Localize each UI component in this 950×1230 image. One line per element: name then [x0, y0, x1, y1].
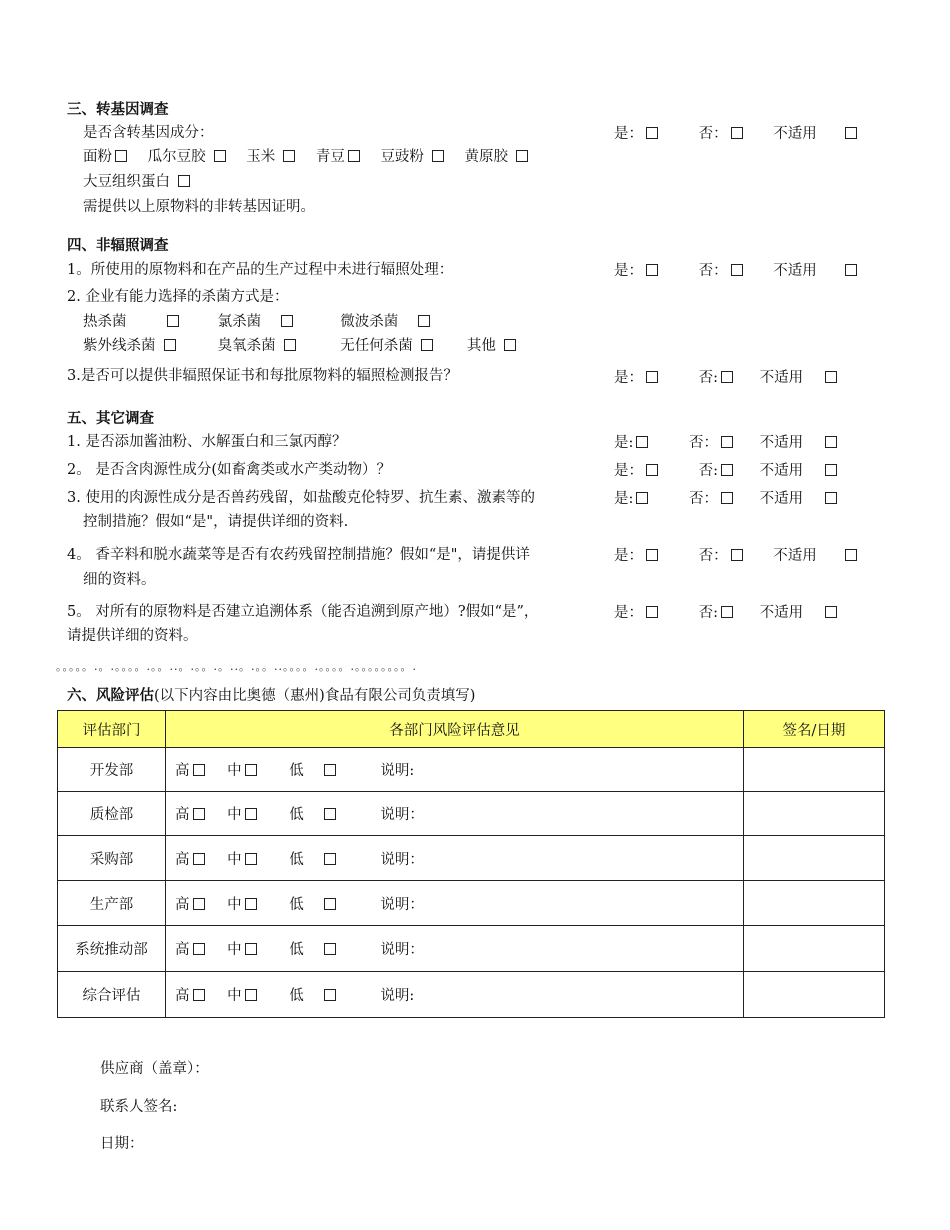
- supplier-stamp-label: 供应商（盖章）：: [100, 1061, 209, 1077]
- no-label: 否：: [689, 491, 718, 507]
- section5-q4-line1: 4。 香辛料和脱水蔬菜等是否有农药残留控制措施？假如“是"，请提供详: [67, 547, 530, 563]
- yes-label: 是:: [614, 435, 634, 451]
- explanation-label: 说明：: [380, 942, 424, 958]
- ingredient-label: 面粉: [83, 149, 112, 165]
- yes-label: 是：: [614, 263, 643, 279]
- level-low-checkbox[interactable]: [324, 764, 336, 776]
- ingredient-label: 豆豉粉: [380, 149, 424, 165]
- na-checkbox[interactable]: [845, 127, 857, 139]
- ingredient-checkbox[interactable]: [283, 150, 295, 162]
- dept-cell: 系统推动部: [58, 926, 166, 972]
- level-high-label: 高: [175, 763, 190, 779]
- explanation-label: 说明:: [380, 763, 415, 779]
- table-row: [58, 926, 885, 972]
- level-low-label: 低: [289, 896, 304, 913]
- na-checkbox[interactable]: [825, 606, 837, 618]
- na-checkbox[interactable]: [825, 492, 837, 504]
- yes-checkbox[interactable]: [646, 371, 658, 383]
- level-mid-checkbox[interactable]: [245, 943, 257, 955]
- section6-subtitle: (以下内容由比奥德（惠州)食品有限公司负责填写): [154, 688, 476, 704]
- level-high-checkbox[interactable]: [193, 898, 205, 910]
- no-label: 否：: [689, 435, 718, 451]
- yes-checkbox[interactable]: [646, 127, 658, 139]
- level-high-label: 高: [175, 851, 190, 868]
- explanation-label: 说明：: [380, 851, 424, 868]
- yes-label: 是：: [614, 370, 643, 386]
- method-label: 紫外线杀菌: [83, 338, 156, 354]
- level-mid-label: 中: [227, 988, 242, 1004]
- level-mid-checkbox[interactable]: [245, 989, 257, 1001]
- dept-cell: 质检部: [58, 792, 166, 836]
- date-label: 日期：: [100, 1136, 144, 1152]
- explanation-label: 说明:: [380, 988, 415, 1004]
- dept-cell: 综合评估: [58, 972, 166, 1018]
- section4-title: 四、非辐照调查: [67, 237, 169, 254]
- table-row: [58, 972, 885, 1018]
- level-low-label: 低: [289, 942, 304, 958]
- level-low-label: 低: [289, 807, 304, 823]
- signature-cell[interactable]: [744, 926, 885, 972]
- signature-cell[interactable]: [744, 881, 885, 926]
- section5-q3-answer: [614, 487, 839, 508]
- na-label: 不适用: [759, 463, 804, 479]
- ingredient-checkbox[interactable]: [516, 150, 528, 162]
- risk-options-cell: [166, 792, 744, 836]
- section5-q4-answer: [614, 544, 859, 565]
- section5-q2: 2。 是否含肉源性成分(如畜禽类或水产类动物）？: [67, 462, 391, 478]
- na-label: 不适用: [759, 491, 804, 507]
- ingredient-label: 黄原胶: [464, 149, 509, 165]
- header-signature: 签名/日期: [744, 711, 885, 748]
- level-low-checkbox[interactable]: [324, 943, 336, 955]
- section3-answer: [614, 122, 859, 143]
- no-checkbox[interactable]: [721, 606, 733, 618]
- table-row: [58, 836, 885, 881]
- method-checkbox[interactable]: [504, 339, 516, 351]
- ingredient-checkbox[interactable]: [432, 150, 444, 162]
- ingredient-row-2: [83, 170, 192, 191]
- ingredient-label: 青豆: [315, 149, 345, 165]
- signature-cell[interactable]: [744, 836, 885, 881]
- section6-title: 六、风险评估: [67, 687, 154, 704]
- header-dept: 评估部门: [58, 711, 166, 748]
- yes-label: 是：: [614, 605, 643, 621]
- header-opinion: 各部门风险评估意见: [166, 711, 744, 748]
- ingredient-label: 大豆组织蛋白: [83, 174, 170, 190]
- level-mid-label: 中: [227, 851, 242, 868]
- no-label: 否：: [698, 548, 728, 564]
- signature-cell[interactable]: [744, 792, 885, 836]
- yes-checkbox[interactable]: [636, 436, 648, 448]
- section4-q1-answer: [614, 259, 859, 280]
- method-label: 氯杀菌: [217, 314, 262, 330]
- level-mid-label: 中: [227, 763, 242, 779]
- section5-q3-line2: 控制措施？假如“是"，请提供详细的资料.: [83, 514, 349, 530]
- na-label: 不适用: [759, 370, 804, 386]
- level-mid-checkbox[interactable]: [245, 764, 257, 776]
- level-high-checkbox[interactable]: [193, 943, 205, 955]
- level-high-checkbox[interactable]: [193, 764, 205, 776]
- yes-checkbox[interactable]: [646, 549, 658, 561]
- method-label: 无任何杀菌: [340, 338, 413, 354]
- dept-cell: 采购部: [58, 836, 166, 881]
- level-mid-checkbox[interactable]: [245, 898, 257, 910]
- table-row: [58, 881, 885, 926]
- level-high-checkbox[interactable]: [193, 853, 205, 865]
- no-label: 否：: [698, 263, 728, 279]
- section6-heading: [67, 684, 475, 705]
- table-row: [58, 748, 885, 792]
- na-label: 不适用: [759, 605, 804, 621]
- section5-q2-answer: [614, 459, 839, 480]
- risk-options-cell: [166, 748, 744, 792]
- level-high-checkbox[interactable]: [193, 808, 205, 820]
- ingredient-checkbox[interactable]: [348, 150, 360, 162]
- explanation-label: 说明：: [380, 896, 424, 913]
- na-label: 不适用: [773, 126, 817, 142]
- level-low-label: 低: [289, 851, 304, 868]
- ingredient-checkbox[interactable]: [115, 150, 127, 162]
- na-label: 不适用: [759, 435, 804, 451]
- level-high-label: 高: [175, 988, 190, 1004]
- na-checkbox[interactable]: [825, 464, 837, 476]
- no-checkbox[interactable]: [731, 549, 743, 561]
- sterilization-row-1: [83, 310, 432, 331]
- table-row: [58, 792, 885, 836]
- no-label: 否:: [698, 370, 718, 386]
- yes-label: 是:: [614, 491, 634, 507]
- risk-options-cell: [166, 926, 744, 972]
- yes-checkbox[interactable]: [646, 464, 658, 476]
- yes-checkbox[interactable]: [636, 492, 648, 504]
- section5-q1: 1. 是否添加酱油粉、水解蛋白和三氯丙醇？: [67, 434, 347, 450]
- section4-q3-answer: [614, 366, 839, 387]
- no-label: 否:: [698, 463, 718, 479]
- level-mid-label: 中: [227, 807, 242, 823]
- section5-q4-line2: 细的资料。: [83, 572, 156, 588]
- na-label: 不适用: [773, 548, 817, 564]
- no-checkbox[interactable]: [731, 264, 743, 276]
- method-label: 热杀菌: [83, 314, 127, 330]
- ingredient-label: 瓜尔豆胶: [147, 149, 206, 165]
- no-checkbox[interactable]: [721, 492, 733, 504]
- no-label: 否：: [698, 126, 728, 142]
- level-high-checkbox[interactable]: [193, 989, 205, 1001]
- no-checkbox[interactable]: [721, 436, 733, 448]
- ingredient-row-1: [83, 145, 544, 166]
- level-low-checkbox[interactable]: [324, 898, 336, 910]
- signature-cell[interactable]: [744, 972, 885, 1018]
- method-checkbox[interactable]: [164, 339, 176, 351]
- level-high-label: 高: [175, 942, 190, 958]
- yes-checkbox[interactable]: [646, 606, 658, 618]
- method-checkbox[interactable]: [421, 339, 433, 351]
- section3-question: 是否含转基因成分：: [83, 125, 214, 141]
- method-checkbox[interactable]: [284, 339, 296, 351]
- yes-label: 是：: [614, 126, 643, 142]
- dept-cell: 开发部: [58, 748, 166, 792]
- level-low-checkbox[interactable]: [324, 853, 336, 865]
- method-checkbox[interactable]: [167, 315, 179, 327]
- signature-cell[interactable]: [744, 748, 885, 792]
- na-label: 不适用: [773, 263, 817, 279]
- na-checkbox[interactable]: [845, 549, 857, 561]
- no-checkbox[interactable]: [721, 464, 733, 476]
- explanation-label: 说明：: [380, 807, 424, 823]
- method-label: 其他: [466, 338, 496, 354]
- risk-assessment-table: [57, 710, 885, 1018]
- section4-q1: 1。所使用的原物料和在产品的生产过程中未进行辐照处理：: [67, 262, 454, 278]
- ingredient-checkbox[interactable]: [214, 150, 226, 162]
- yes-label: 是：: [614, 548, 643, 564]
- level-low-checkbox[interactable]: [324, 808, 336, 820]
- sterilization-row-2: [83, 334, 518, 355]
- section4-q3: 3.是否可以提供非辐照保证书和每批原物料的辐照检测报告？: [67, 368, 458, 384]
- risk-options-cell: [166, 836, 744, 881]
- level-low-label: 低: [289, 988, 304, 1004]
- section4-q2: 2. 企业有能力选择的杀菌方式是：: [67, 289, 289, 305]
- risk-options-cell: [166, 972, 744, 1018]
- na-checkbox[interactable]: [845, 264, 857, 276]
- section5-title: 五、其它调查: [67, 410, 154, 427]
- section5-q5-line1: 5。 对所有的原物料是否建立追溯体系（能否追溯到原产地）?假如“是”，: [67, 604, 539, 620]
- level-low-checkbox[interactable]: [324, 989, 336, 1001]
- dept-cell: 生产部: [58, 881, 166, 926]
- table-header-row: [58, 711, 885, 748]
- contact-signature-label: 联系人签名:: [100, 1099, 178, 1115]
- section3-title: 三、转基因调查: [67, 101, 169, 118]
- section3-note: 需提供以上原物料的非转基因证明。: [83, 199, 315, 215]
- level-high-label: 高: [175, 807, 190, 823]
- section5-q5-line2: 请提供详细的资料。: [67, 628, 198, 644]
- risk-options-cell: [166, 881, 744, 926]
- method-label: 微波杀菌: [340, 314, 399, 330]
- no-checkbox[interactable]: [721, 371, 733, 383]
- level-high-label: 高: [175, 896, 190, 913]
- ingredient-label: 玉米: [246, 149, 276, 165]
- no-checkbox[interactable]: [731, 127, 743, 139]
- level-mid-label: 中: [227, 896, 242, 913]
- yes-checkbox[interactable]: [646, 264, 658, 276]
- ingredient-checkbox[interactable]: [178, 175, 190, 187]
- na-checkbox[interactable]: [825, 436, 837, 448]
- level-mid-label: 中: [227, 942, 242, 958]
- level-low-label: 低: [289, 763, 304, 779]
- level-mid-checkbox[interactable]: [245, 853, 257, 865]
- section5-q1-answer: [614, 431, 839, 452]
- method-label: 臭氧杀菌: [217, 338, 276, 354]
- method-checkbox[interactable]: [418, 315, 430, 327]
- na-checkbox[interactable]: [825, 371, 837, 383]
- no-label: 否:: [698, 605, 718, 621]
- section5-q3-line1: 3. 使用的肉源性成分是否兽药残留，如盐酸克伦特罗、抗生素、激素等的: [67, 490, 535, 506]
- section5-q5-answer: [614, 601, 839, 622]
- method-checkbox[interactable]: [281, 315, 293, 327]
- level-mid-checkbox[interactable]: [245, 808, 257, 820]
- yes-label: 是：: [614, 463, 643, 479]
- dotted-separator: 。。。。。.。.。。。。.。。..。.。。.。..。.。。..。。。。.。。。。.。。。。。。。。.: [56, 660, 417, 673]
